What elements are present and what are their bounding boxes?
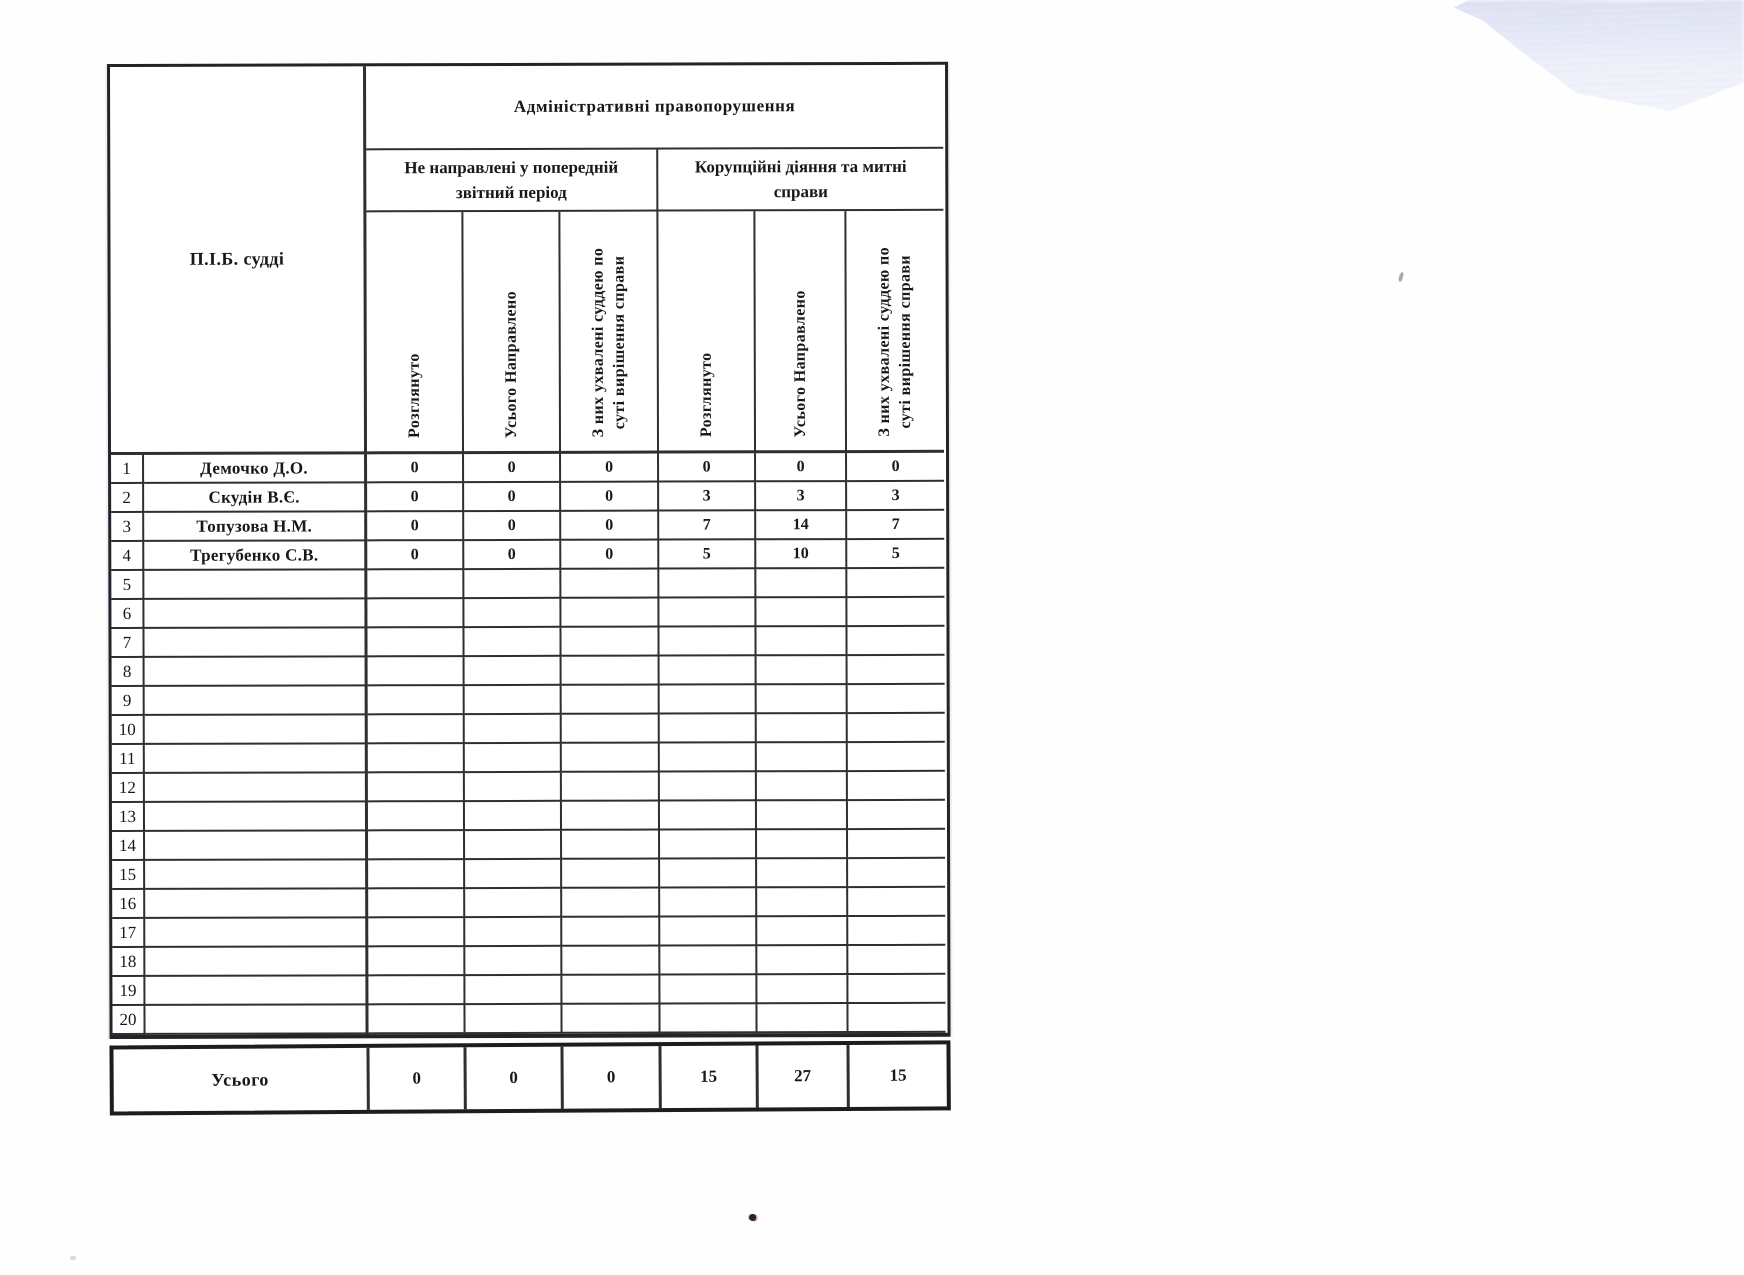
value-cell bbox=[660, 1004, 757, 1033]
value-cell: 0 bbox=[367, 541, 464, 570]
value-cell bbox=[368, 744, 465, 773]
row-number-cell: 11 bbox=[112, 745, 145, 774]
value-cell bbox=[562, 889, 660, 918]
value-cell bbox=[848, 859, 945, 888]
value-cell bbox=[848, 743, 945, 772]
value-cell bbox=[465, 889, 562, 918]
row-number-cell: 5 bbox=[111, 571, 144, 600]
value-cell bbox=[465, 657, 562, 686]
value-cell bbox=[757, 714, 848, 743]
row-number-cell: 10 bbox=[112, 716, 145, 745]
value-cell bbox=[562, 657, 660, 686]
value-cell bbox=[848, 830, 945, 859]
value-cell bbox=[848, 685, 945, 714]
row-number-cell: 8 bbox=[112, 658, 145, 687]
value-cell bbox=[465, 715, 562, 744]
judge-name-cell bbox=[145, 715, 368, 745]
total-value-cell: 0 bbox=[563, 1046, 661, 1109]
value-cell bbox=[757, 917, 848, 946]
judge-name-cell bbox=[145, 773, 368, 803]
vertical-label: Розглянуто bbox=[697, 352, 715, 438]
value-cell bbox=[368, 831, 465, 860]
row-number-cell: 12 bbox=[112, 774, 145, 803]
total-value-cell: 15 bbox=[889, 1065, 907, 1085]
value-cell bbox=[368, 860, 465, 889]
col-header-reviewed-1 bbox=[366, 212, 464, 454]
judge-name-cell bbox=[145, 860, 368, 890]
value-cell bbox=[847, 598, 944, 627]
value-cell: 0 bbox=[367, 483, 464, 512]
value-cell bbox=[562, 831, 660, 860]
value-cell bbox=[757, 830, 848, 859]
value-cell bbox=[464, 599, 561, 628]
value-cell: 0 bbox=[561, 483, 659, 512]
judge-name-cell bbox=[145, 976, 368, 1006]
value-cell bbox=[464, 570, 561, 599]
value-cell bbox=[367, 599, 464, 628]
value-cell: 3 bbox=[659, 482, 756, 511]
scan-smudge-artifact bbox=[1372, 0, 1744, 150]
statistics-table bbox=[107, 62, 951, 1114]
total-value-cell: 0 bbox=[466, 1047, 563, 1110]
value-cell: 7 bbox=[659, 511, 756, 540]
value-cell bbox=[660, 772, 757, 801]
judge-name-cell: Трегубенко С.В. bbox=[144, 541, 367, 571]
value-cell bbox=[562, 947, 660, 976]
value-cell: 0 bbox=[756, 453, 847, 482]
value-cell bbox=[757, 859, 848, 888]
value-cell bbox=[757, 656, 848, 685]
value-cell bbox=[368, 947, 465, 976]
value-cell bbox=[660, 714, 757, 743]
judge-name-cell bbox=[145, 889, 368, 919]
value-cell bbox=[465, 1005, 562, 1034]
total-label-cell: Усього bbox=[113, 1048, 369, 1112]
value-cell bbox=[756, 598, 847, 627]
value-cell bbox=[562, 715, 660, 744]
row-number-cell: 9 bbox=[112, 687, 145, 716]
value-cell bbox=[465, 976, 562, 1005]
value-cell bbox=[368, 657, 465, 686]
judge-name-cell bbox=[145, 831, 368, 861]
value-cell: 14 bbox=[756, 511, 847, 540]
value-cell bbox=[368, 802, 465, 831]
value-cell: 0 bbox=[464, 454, 561, 483]
value-cell bbox=[465, 831, 562, 860]
value-cell bbox=[660, 801, 757, 830]
row-number-cell: 7 bbox=[111, 629, 144, 658]
value-cell bbox=[757, 743, 848, 772]
value-cell bbox=[848, 946, 945, 975]
value-cell bbox=[660, 946, 757, 975]
total-value-cell: 27 bbox=[758, 1045, 849, 1108]
value-cell: 0 bbox=[464, 483, 561, 512]
value-cell bbox=[848, 975, 945, 1004]
col-header-pib: П.І.Б. судді bbox=[110, 66, 367, 455]
value-cell bbox=[465, 802, 562, 831]
value-cell bbox=[562, 686, 660, 715]
value-cell bbox=[368, 976, 465, 1005]
value-cell bbox=[659, 569, 756, 598]
row-number-cell: 18 bbox=[112, 948, 145, 977]
col-header-reviewed-2 bbox=[658, 211, 756, 453]
judge-name-cell: Топузова Н.М. bbox=[144, 512, 367, 542]
value-cell: 0 bbox=[561, 512, 659, 541]
value-cell bbox=[757, 801, 848, 830]
value-cell: 10 bbox=[756, 540, 847, 569]
row-number-cell: 17 bbox=[112, 919, 145, 948]
row-number-cell: 3 bbox=[111, 513, 144, 542]
value-cell bbox=[659, 598, 756, 627]
value-cell bbox=[562, 860, 660, 889]
value-cell bbox=[465, 860, 562, 889]
value-cell: 0 bbox=[464, 541, 561, 570]
value-cell: 7 bbox=[847, 511, 944, 540]
vertical-label: З них ухвалені суддею по суті вирішення справи bbox=[589, 248, 628, 438]
value-cell bbox=[562, 773, 660, 802]
value-cell bbox=[465, 744, 562, 773]
value-cell bbox=[757, 1004, 848, 1033]
value-cell bbox=[848, 656, 945, 685]
value-cell bbox=[847, 627, 944, 656]
row-number-cell: 2 bbox=[111, 484, 144, 513]
value-cell bbox=[660, 888, 757, 917]
value-cell: 0 bbox=[367, 512, 464, 541]
value-cell bbox=[562, 744, 660, 773]
value-cell bbox=[368, 715, 465, 744]
value-cell: 0 bbox=[847, 453, 944, 482]
value-cell bbox=[367, 570, 464, 599]
judge-name-cell bbox=[144, 599, 367, 629]
group-header-right: Корупційні діяння та митні справи bbox=[658, 149, 943, 212]
value-cell: 3 bbox=[847, 482, 944, 511]
value-cell bbox=[562, 1005, 660, 1034]
value-cell bbox=[756, 627, 847, 656]
value-cell: 0 bbox=[659, 453, 756, 482]
value-cell bbox=[368, 773, 465, 802]
table-title: Адміністративні правопорушення bbox=[366, 65, 943, 151]
row-number-cell: 6 bbox=[111, 600, 144, 629]
value-cell bbox=[660, 656, 757, 685]
row-number-cell: 1 bbox=[111, 455, 144, 484]
value-cell bbox=[465, 773, 562, 802]
judge-name-cell bbox=[145, 1005, 368, 1035]
row-number-cell: 14 bbox=[112, 832, 145, 861]
total-row bbox=[109, 1040, 950, 1115]
judge-name-cell bbox=[145, 918, 368, 948]
value-cell bbox=[561, 570, 659, 599]
row-number-cell: 20 bbox=[112, 1006, 145, 1035]
col-header-total-sent-1 bbox=[463, 212, 561, 454]
value-cell bbox=[465, 947, 562, 976]
value-cell bbox=[368, 686, 465, 715]
value-cell bbox=[465, 686, 562, 715]
value-cell bbox=[848, 801, 945, 830]
value-cell: 0 bbox=[561, 541, 659, 570]
judge-name-cell bbox=[145, 744, 368, 774]
vertical-label: Розглянуто bbox=[405, 353, 423, 439]
value-cell bbox=[562, 918, 660, 947]
judge-name-cell: Демочко Д.О. bbox=[144, 454, 367, 484]
table-grid bbox=[107, 62, 951, 1039]
value-cell bbox=[757, 888, 848, 917]
value-cell bbox=[464, 628, 561, 657]
value-cell bbox=[660, 685, 757, 714]
value-cell bbox=[757, 975, 848, 1004]
group-header-left: Не направлені у попередній звітний період bbox=[366, 150, 658, 213]
value-cell bbox=[660, 830, 757, 859]
vertical-label: З них ухвалені суддею по суті вирішення справи bbox=[875, 247, 915, 437]
row-number-cell: 4 bbox=[111, 542, 144, 571]
vertical-label: Усього Направлено bbox=[502, 290, 520, 438]
value-cell bbox=[757, 685, 848, 714]
value-cell: 0 bbox=[561, 454, 659, 483]
value-cell bbox=[659, 627, 756, 656]
judge-name-cell bbox=[145, 686, 368, 716]
col-header-decided-2 bbox=[846, 211, 944, 453]
value-cell bbox=[562, 976, 660, 1005]
value-cell bbox=[561, 599, 659, 628]
value-cell bbox=[756, 569, 847, 598]
value-cell bbox=[368, 918, 465, 947]
value-cell bbox=[848, 714, 945, 743]
value-cell bbox=[465, 918, 562, 947]
value-cell: 3 bbox=[756, 482, 847, 511]
value-cell bbox=[660, 859, 757, 888]
col-header-decided-1 bbox=[560, 212, 659, 454]
value-cell bbox=[368, 889, 465, 918]
value-cell bbox=[660, 743, 757, 772]
value-cell: 5 bbox=[847, 540, 944, 569]
value-cell bbox=[848, 917, 945, 946]
judge-name-cell bbox=[144, 628, 367, 658]
value-cell bbox=[562, 802, 660, 831]
judge-name-cell bbox=[144, 570, 367, 600]
col-header-total-sent-2 bbox=[755, 211, 847, 453]
scan-speck-faint bbox=[70, 1256, 76, 1260]
value-cell bbox=[847, 569, 944, 598]
value-cell bbox=[848, 888, 945, 917]
judge-name-cell: Скудін В.Є. bbox=[144, 483, 367, 513]
row-number-cell: 19 bbox=[112, 977, 145, 1006]
judge-name-cell bbox=[145, 657, 368, 687]
value-cell bbox=[660, 917, 757, 946]
value-cell bbox=[367, 628, 464, 657]
value-cell bbox=[848, 1004, 945, 1033]
value-cell: 0 bbox=[464, 512, 561, 541]
value-cell bbox=[757, 772, 848, 801]
value-cell: 5 bbox=[659, 540, 756, 569]
total-value-cell: 15 bbox=[661, 1046, 758, 1109]
judge-name-cell bbox=[145, 947, 368, 977]
row-number-cell: 13 bbox=[112, 803, 145, 832]
value-cell bbox=[757, 946, 848, 975]
row-number-cell: 15 bbox=[112, 861, 145, 890]
vertical-label: Усього Направлено bbox=[791, 289, 809, 438]
value-cell bbox=[660, 975, 757, 1004]
scan-speck-apostrophe bbox=[1398, 272, 1404, 283]
total-value-cell: 0 bbox=[369, 1047, 466, 1110]
value-cell bbox=[848, 772, 945, 801]
value-cell bbox=[561, 628, 659, 657]
judge-name-cell bbox=[145, 802, 368, 832]
value-cell: 0 bbox=[367, 454, 464, 483]
value-cell bbox=[368, 1005, 465, 1034]
scan-ink-dot bbox=[749, 1214, 756, 1221]
row-number-cell: 16 bbox=[112, 890, 145, 919]
